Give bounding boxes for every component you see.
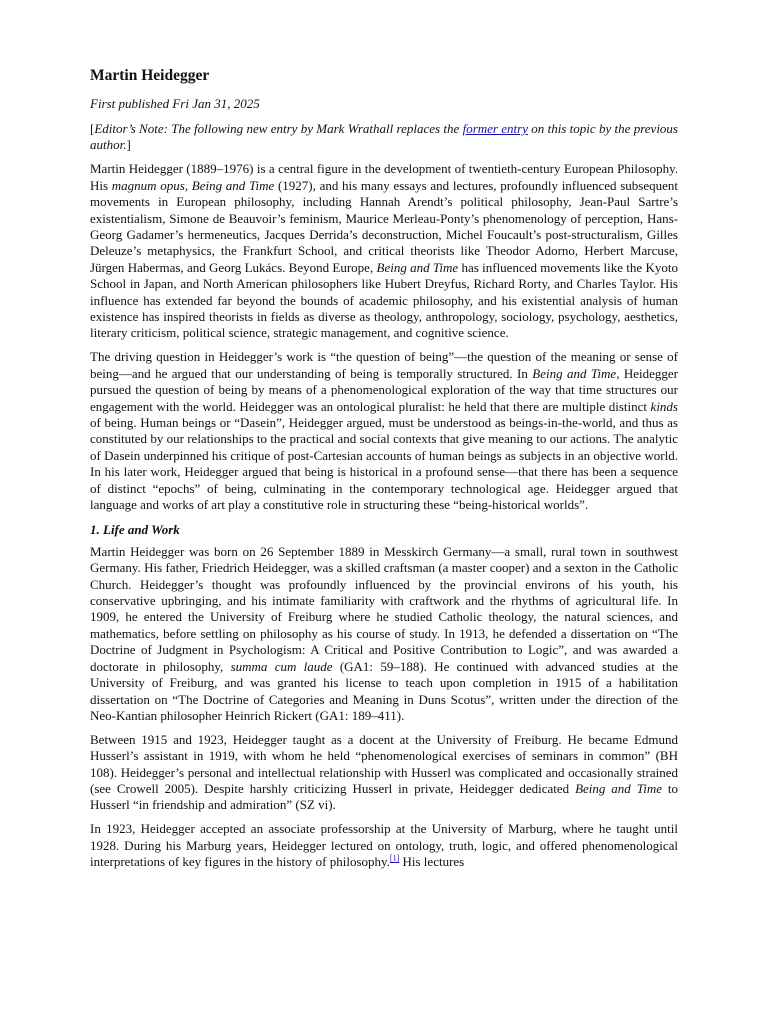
text-run: to Husserl “in friendship and admiration” (SZ vi). xyxy=(90,781,678,813)
section-heading-life-and-work: 1. Life and Work xyxy=(90,521,180,537)
text-run: His lectures xyxy=(399,854,465,870)
intro-paragraph-1 xyxy=(90,161,678,341)
text-run: (1927), and his many essays and lectures, profoundly influenced subsequent movements in European philosophy, including Hannah Arendt’s political philosophy, Jean-Paul Sartre’s existentialism, Simone de Beauvoir’s feminism, Maurice Merleau-Ponty’s phenomenology of perception, Hans-Georg Gadamer’s hermeneutics, Jacques Derrida’s deconstruction, Michel Foucault’s post-structuralism, Gilles Deleuze’s metaphysics, the Frankfurt School, and critical theorists like Theodor Adorno, Herbert Marcuse, Jürgen Habermas, and Georg Lukács. Beyond Europe, xyxy=(90,177,679,275)
italic-run: Being and Time xyxy=(532,365,617,381)
note-open-bracket: [ xyxy=(90,121,95,136)
publication-date: First published Fri Jan 31, 2025 xyxy=(90,96,260,111)
life-paragraph-1 xyxy=(90,544,678,724)
italic-run: Being and Time xyxy=(191,177,275,193)
text-run: Between 1915 and 1923, Heidegger taught as a docent at the University of Freiburg. He became Edmund Husserl’s assistant in 1919, with whom he held “phenomenological exercises of seminars in common” (BH 108). Heidegger’s personal and intellectual relationship with Husserl was complicated and occasionally strained (see Crowell 2005). Despite harshly criticizing Husserl in private, Heidegger dedicated xyxy=(90,731,678,797)
text-run: has influenced movements like the Kyoto School in Japan, and North American philosophers like Hubert Dreyfus, Richard Rorty, and Charles Taylor. His influence has extended far beyond the bounds of academic philosophy, and his existential analysis of human existence has inspired theorists in fields as diverse as theology, anthropology, sociology, psychology, aesthetics, literary criticism, political science, strategic management, and cognitive science. xyxy=(90,259,678,341)
text-run: Martin Heidegger (1889–1976) is a central figure in the development of twentieth-century European Philosophy. His xyxy=(90,161,678,193)
intro-paragraph-2 xyxy=(90,349,678,513)
text-run: (GA1: 59–188). He continued with advanced studies at the University of Freiburg, and was granted his license to teach upon completion in 1915 of a habilitation dissertation on “The Doctrine of Categories and Meaning in Duns Scotus”, written under the direction of the Neo-Kantian philosopher Heinrich Rickert (GA1: 189–411). xyxy=(90,658,678,723)
italic-run: magnum opus xyxy=(111,177,185,193)
text-run: The driving question in Heidegger’s work is “the question of being”—the question of the meaning or sense of being—and he argued that our understanding of being is temporally structured. In xyxy=(90,349,678,381)
italic-run: kinds xyxy=(650,398,678,414)
text-run: , xyxy=(184,177,192,193)
note-text-after: on this topic by the previous author. xyxy=(90,121,678,153)
editors-note xyxy=(90,121,678,154)
footnote-link-1[interactable]: [1] xyxy=(389,853,400,863)
page-title: Martin Heidegger xyxy=(90,67,210,84)
note-text-before: Editor’s Note: The following new entry by Mark Wrathall replaces the xyxy=(94,121,463,136)
article xyxy=(90,66,678,878)
italic-run: Being and Time xyxy=(575,781,662,797)
former-entry-link[interactable]: former entry xyxy=(462,121,528,136)
text-run: In 1923, Heidegger accepted an associate professorship at the University of Marburg, where he taught until 1928. During his Marburg years, Heidegger lectured on ontology, truth, logic, and offered phenomenological interpretations of key figures in the history of philosophy. xyxy=(90,821,678,870)
text-run: Martin Heidegger was born on 26 September 1889 in Messkirch Germany—a small, rural town in southwest Germany. His father, Friedrich Heidegger, was a skilled craftsman (a master cooper) and a sexton in the Catholic Church. Heidegger’s thought was profoundly influenced by the provincial environs of his youth, his conservative upbringing, and his intimate familiarity with craftwork and the rhythms of agricultural life. In 1909, he entered the University of Freiburg where he studied Catholic theology, the natural sciences, and mathematics, before settling on philosophy as his course of study. In 1913, he defended a dissertation on “The Doctrine of Judgment in Psychologism: A Critical and Positive Contribution to Logic”, and was awarded a doctorate in philosophy, xyxy=(90,543,678,674)
life-paragraph-2 xyxy=(90,732,678,814)
italic-run: Being and Time xyxy=(376,259,459,275)
text-run: , Heidegger pursued the question of being by means of a phenomenological exploration of the way that time structures our engagement with the world. Heidegger was an ontological pluralist: he held that there are multiple distinct xyxy=(90,365,679,414)
note-close-bracket: ] xyxy=(126,137,131,153)
italic-run: summa cum laude xyxy=(230,658,333,674)
text-run: of being. Human beings or “Dasein”, Heidegger argued, must be understood as beings-in-the-world, and thus as constituted by our relationships to the practical and social contexts that give meaning to our actions. The analytic of Dasein underpinned his critique of post-Cartesian accounts of human beings as subjects in an objective world. In his later work, Heidegger argued that being is historical in a profound sense—that there has been a sequence of distinct “epochs” of being, culminating in the contemporary technological age. Heidegger argued that language and works of art play a constitutive role in structuring these “being-historical worlds”. xyxy=(90,414,678,512)
life-paragraph-3 xyxy=(90,821,678,870)
